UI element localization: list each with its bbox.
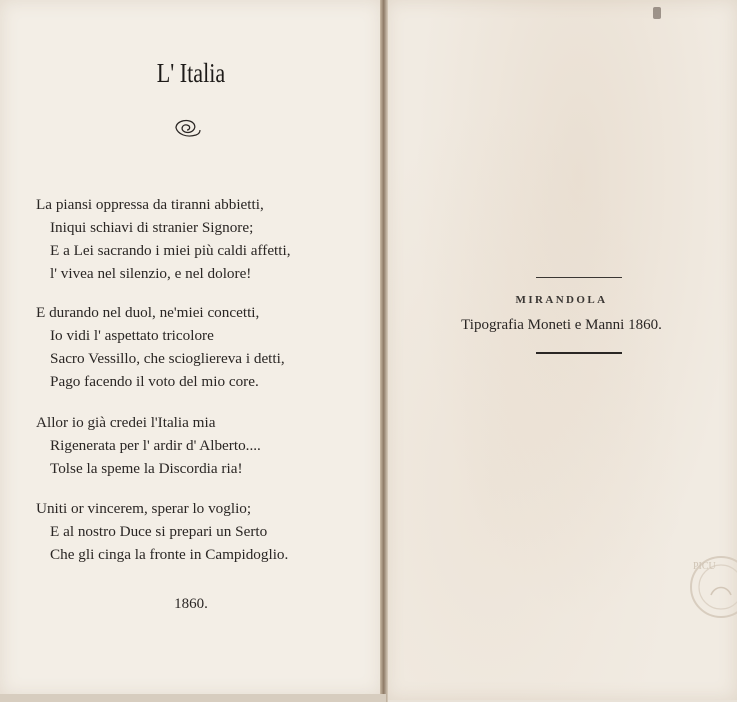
verse-line: E durando nel duol, ne'miei concetti, bbox=[36, 304, 260, 321]
imprint-printer: Tipografia Moneti e Manni 1860. bbox=[461, 317, 662, 333]
verse-line: E a Lei sacrando i miei più caldi affetti, bbox=[50, 242, 291, 259]
verse-line: Io vidi l' aspettato tricolore bbox=[50, 327, 214, 344]
divider-rule bbox=[536, 352, 622, 354]
stanza-2 bbox=[36, 301, 285, 393]
verse-line: Iniqui schiavi di stranier Signore; bbox=[50, 219, 254, 236]
page-bottom-edge bbox=[0, 694, 386, 702]
verse-line: La piansi oppressa da tiranni abbietti, bbox=[36, 196, 264, 213]
verse-line: Pago facendo il voto del mio core. bbox=[50, 373, 259, 390]
ink-mark bbox=[653, 7, 661, 19]
flourish-ornament-icon bbox=[172, 116, 202, 140]
verse-line: Allor io già credei l'Italia mia bbox=[36, 414, 216, 431]
verse-line: Tolse la speme la Discordia ria! bbox=[50, 460, 243, 477]
verse-line: Rigenerata per l' ardir d' Alberto.... bbox=[50, 437, 261, 454]
divider-rule bbox=[536, 277, 622, 278]
imprint-place: MIRANDOLA bbox=[515, 294, 608, 306]
verse-line: Sacro Vessillo, che sciogliereva i detti, bbox=[50, 350, 285, 367]
poem-title: L' Italia bbox=[156, 58, 226, 88]
stamp-text: PICU bbox=[693, 561, 716, 572]
verse-line: E al nostro Duce si prepari un Serto bbox=[50, 523, 268, 540]
stanza-1 bbox=[36, 193, 291, 285]
verse-line: Uniti or vincerem, sperar lo voglio; bbox=[36, 500, 252, 517]
poem-year: 1860. bbox=[174, 596, 208, 612]
verse-line: l' vivea nel silenzio, e nel dolore! bbox=[50, 265, 252, 282]
stanza-4 bbox=[36, 497, 288, 566]
stanza-3 bbox=[36, 411, 261, 480]
verse-line: Che gli cinga la fronte in Campidoglio. bbox=[50, 546, 289, 563]
embossed-stamp-icon bbox=[683, 545, 737, 625]
